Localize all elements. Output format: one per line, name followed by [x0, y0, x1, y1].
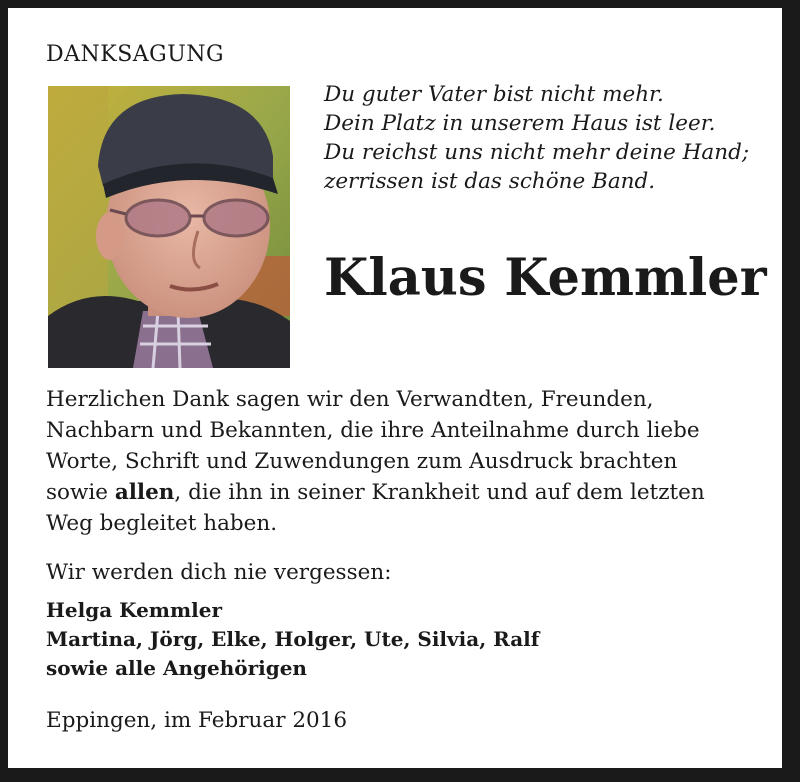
signer-line: Helga Kemmler — [46, 598, 222, 622]
thanks-line: Herzlichen Dank sagen wir den Verwandten, Freunden, — [46, 387, 654, 412]
place-date: Eppingen, im Februar 2016 — [46, 708, 348, 733]
thanks-text: sowie — [46, 480, 115, 505]
thanks-text: , die ihn in seiner Krankheit und auf dem letzten — [174, 480, 705, 505]
portrait-photo — [48, 86, 290, 368]
signer-line: sowie alle Angehörigen — [46, 656, 307, 680]
signer-line: Martina, Jörg, Elke, Holger, Ute, Silvia, Ralf — [46, 627, 540, 651]
poem-line: zerrissen ist das schöne Band. — [324, 169, 656, 194]
never-forget-line: Wir werden dich nie vergessen: — [46, 560, 392, 585]
thanks-line: Worte, Schrift und Zuwendungen zum Ausdruck brachten — [46, 449, 678, 474]
poem-line: Dein Platz in unserem Haus ist leer. — [324, 111, 716, 136]
thanks-paragraph — [46, 384, 776, 539]
thanks-line: Nachbarn und Bekannten, die ihre Anteilnahme durch liebe — [46, 418, 700, 443]
thanks-line — [46, 477, 776, 508]
notice-heading: DANKSAGUNG — [46, 42, 225, 67]
poem — [324, 80, 749, 196]
obituary-card — [8, 8, 782, 768]
thanks-emphasis: allen — [114, 480, 175, 505]
signers — [46, 596, 539, 683]
thanks-line: Weg begleitet haben. — [46, 511, 278, 536]
poem-line: Du guter Vater bist nicht mehr. — [324, 82, 664, 107]
poem-line: Du reichst uns nicht mehr deine Hand; — [324, 140, 750, 165]
deceased-name: Klaus Kemmler — [324, 248, 767, 308]
